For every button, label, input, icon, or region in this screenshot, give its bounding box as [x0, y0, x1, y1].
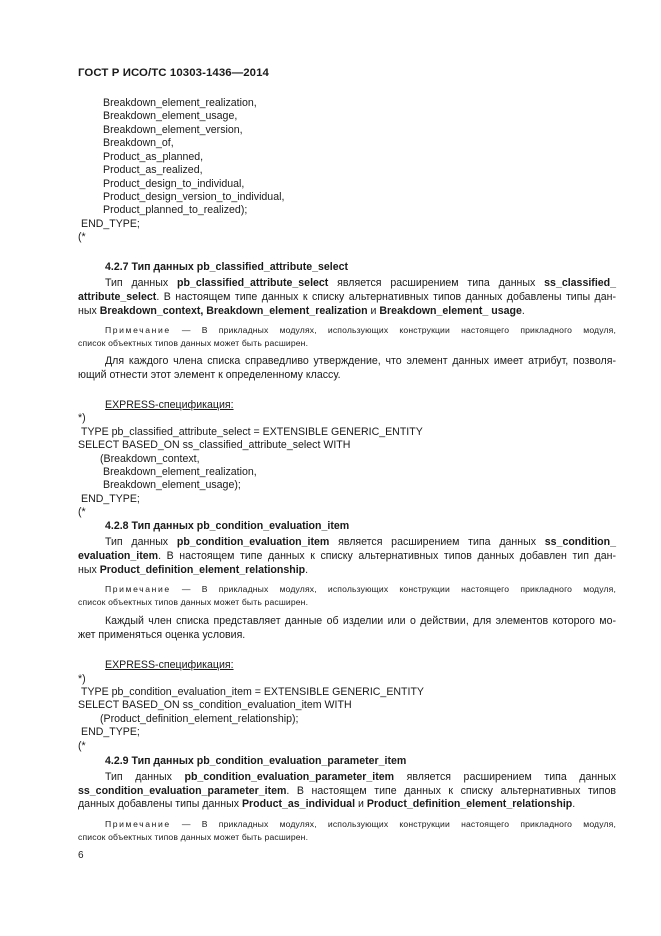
paragraph-line: ющий отнести этот элемент к определенному классу. [78, 369, 341, 381]
code-line: (Breakdown_context, [100, 453, 200, 465]
paragraph-line: attribute_select. В настоящем типе данных к списку альтернативных типов данных добавлены типы дан- [78, 291, 616, 303]
code-line: Breakdown_element_realization, [103, 97, 257, 109]
section-heading: 4.2.8 Тип данных pb_condition_evaluation_item [105, 520, 350, 532]
code-line: TYPE pb_condition_evaluation_item = EXTENSIBLE GENERIC_ENTITY [81, 686, 424, 698]
paragraph-line: evaluation_item. В настоящем типе данных к списку альтернативных типов данных добавлен тип дан- [78, 550, 616, 562]
code-line: (* [78, 506, 86, 518]
code-line: Product_design_to_individual, [103, 178, 245, 190]
paragraph-line: Для каждого члена списка справедливо утверждение, что элемент данных имеет атрибут, позволя- [105, 355, 616, 367]
code-line: TYPE pb_classified_attribute_select = EXTENSIBLE GENERIC_ENTITY [81, 426, 423, 438]
code-line: END_TYPE; [81, 493, 140, 505]
express-label: EXPRESS-спецификация: [105, 659, 234, 671]
note-line: Примечание — В прикладных модулях, использующих конструкции настоящего прикладного модуля, [105, 325, 616, 335]
code-line: END_TYPE; [81, 218, 140, 230]
paragraph-line: Тип данных pb_condition_evaluation_item является расширением типа данных ss_condition_ [105, 536, 616, 548]
paragraph-line: ss_condition_evaluation_parameter_item. В настоящем типе данных к списку альтернативных типов [78, 785, 616, 797]
paragraph-line: жет применяться оценка условия. [78, 629, 246, 641]
section-heading: 4.2.7 Тип данных pb_classified_attribute_select [105, 261, 349, 273]
note-line: список объектных типов данных может быть расширен. [78, 832, 309, 842]
note-line: список объектных типов данных может быть расширен. [78, 338, 309, 348]
code-line: Product_design_version_to_individual, [103, 191, 285, 203]
paragraph-line: Тип данных pb_classified_attribute_select является расширением типа данных ss_classified_ [105, 277, 617, 289]
paragraph-line: Тип данных pb_condition_evaluation_parameter_item является расширением типа данных [105, 771, 616, 783]
code-line: Breakdown_element_version, [103, 124, 243, 136]
code-line: Product_as_planned, [103, 151, 204, 163]
code-line: *) [78, 412, 86, 424]
code-line: (* [78, 740, 86, 752]
page-number: 6 [78, 850, 84, 861]
note-line: список объектных типов данных может быть расширен. [78, 597, 309, 607]
code-line: END_TYPE; [81, 726, 140, 738]
code-line: Product_as_realized, [103, 164, 203, 176]
note-line: Примечание — В прикладных модулях, использующих конструкции настоящего прикладного модуля, [105, 819, 616, 829]
express-label: EXPRESS-спецификация: [105, 399, 234, 411]
code-line: Product_planned_to_realized); [103, 204, 248, 216]
paragraph-line: ных Product_definition_element_relationship. [78, 564, 309, 576]
code-line: Breakdown_of, [103, 137, 174, 149]
code-line: *) [78, 673, 86, 685]
code-line: Breakdown_element_usage, [103, 110, 238, 122]
code-line: SELECT BASED_ON ss_condition_evaluation_item WITH [78, 699, 352, 711]
code-line: Breakdown_element_realization, [103, 466, 257, 478]
paragraph-line: данных добавлены типы данных Product_as_individual и Product_definition_element_relationship. [78, 798, 576, 810]
note-line: Примечание — В прикладных модулях, использующих конструкции настоящего прикладного модуля, [105, 584, 616, 594]
page-header: ГОСТ Р ИСО/ТС 10303-1436—2014 [78, 67, 269, 79]
section-heading: 4.2.9 Тип данных pb_condition_evaluation_parameter_item [105, 755, 407, 767]
paragraph-line: ных Breakdown_context, Breakdown_element_realization и Breakdown_element_ usage. [78, 305, 525, 317]
code-line: (Product_definition_element_relationship); [100, 713, 299, 725]
code-line: Breakdown_element_usage); [103, 479, 241, 491]
code-line: (* [78, 231, 86, 243]
paragraph-line: Каждый член списка представляет данные об изделии или о действии, для элементов которого мо- [105, 615, 616, 627]
code-line: SELECT BASED_ON ss_classified_attribute_select WITH [78, 439, 351, 451]
